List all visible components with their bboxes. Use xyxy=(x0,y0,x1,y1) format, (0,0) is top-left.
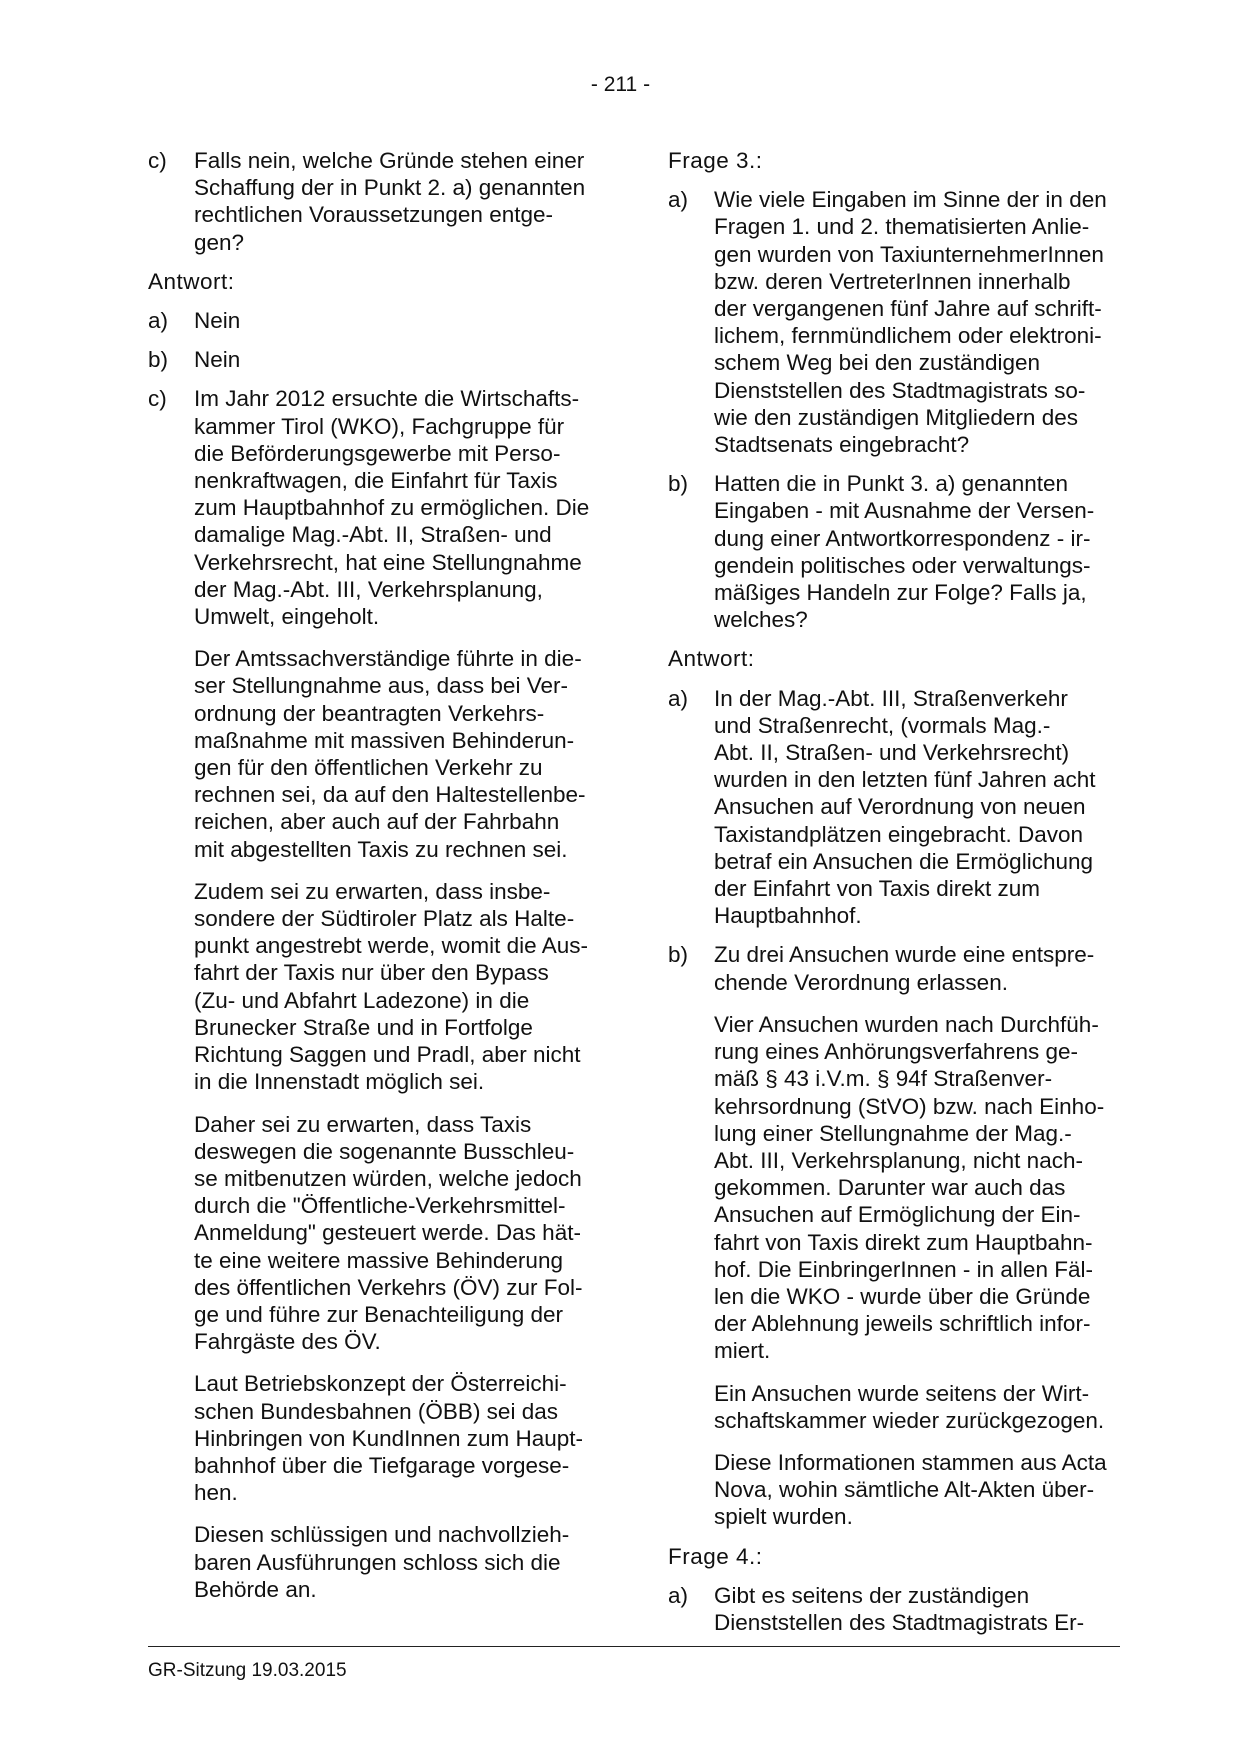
left-column xyxy=(148,147,608,1615)
frage-4-a xyxy=(668,1582,1128,1636)
paragraph: Der Amtssachverständige führte in die- ser Stellungnahme aus, dass bei Ver- ordnung der beantragten Verkehrs- maßnahme mit massiven Behinderun- gen für den öffentlichen Verkehr zu rechnen sei, da auf den Haltestellenbe- reichen, aber auch auf der Fahrbahn mit abgestellten Taxis zu rechnen sei. xyxy=(194,646,586,862)
paragraph: Diesen schlüssigen und nachvollzieh- baren Ausführungen schloss sich die Behörde an. xyxy=(194,1522,570,1602)
paragraph: Daher sei zu erwarten, dass Taxis deswegen die sogenannte Busschleu- se mitbenutzen würden, welche jedoch durch die "Öffentliche-Verkehrsmittel- Anmeldung" gesteuert werde. Das hät- te eine weitere massive Behinderung des öffentlichen Verkehrs (ÖV) zur Fol- ge und führe zur Benachteiligung der Fahrgäste des ÖV. xyxy=(194,1111,583,1355)
list-label: a) xyxy=(668,685,689,711)
paragraph: Laut Betriebskonzept der Österreichi- schen Bundesbahnen (ÖBB) sei das Hinbringen von KundInnen zum Haupt- bahnhof über die Tiefgarage vorgese- hen. xyxy=(194,1371,583,1506)
list-label: a) xyxy=(668,1582,689,1608)
frage-3-a xyxy=(668,186,1128,458)
paragraph: Ein Ansuchen wurde seitens der Wirt- schaftskammer wieder zurückgezogen. xyxy=(714,1380,1105,1433)
paragraph: Im Jahr 2012 ersuchte die Wirtschafts- kammer Tirol (WKO), Fachgruppe für die Beförderungsgewerbe mit Perso- nenkraftwagen, die Einfahrt für Taxis zum Hauptbahnhof zu ermöglichen. Die damalige Mag.-Abt. II, Straßen- und Verkehrsrecht, hat eine Stellungnahme der Mag.-Abt. III, Verkehrsplanung, Umwelt, eingeholt. xyxy=(194,386,590,630)
list-label: b) xyxy=(668,471,689,497)
footer-text: GR-Sitzung 19.03.2015 xyxy=(148,1660,347,1681)
paragraph: Nein xyxy=(194,308,241,334)
list-label: c) xyxy=(148,148,167,173)
answer-text xyxy=(194,307,608,334)
frage-3-heading: Frage 3.: xyxy=(668,148,763,173)
paragraph: Gibt es seitens der zuständigen Dienststellen des Stadtmagistrats Er- xyxy=(714,1582,1085,1635)
paragraph: In der Mag.-Abt. III, Straßenverkehr und Straßenrecht, (vormals Mag.- Abt. II, Straßen- und Verkehrsrecht) wurden in den letzten fünf Jahren acht Ansuchen auf Verordnung von neuen Taxistandplätzen eingebracht. Davon betraf ein Ansuchen die Ermöglichung der Einfahrt von Taxis direkt zum Hauptbahnhof. xyxy=(714,685,1096,929)
paragraph: Nein xyxy=(194,347,241,373)
answer-b xyxy=(148,346,608,373)
footer-divider xyxy=(148,1646,1120,1647)
answer-b xyxy=(668,941,1128,1530)
question-text xyxy=(714,1582,1128,1636)
list-label: a) xyxy=(668,187,689,213)
answer-text xyxy=(714,941,1128,1530)
answer-heading: Antwort: xyxy=(668,646,755,672)
frage-3-b xyxy=(668,470,1128,633)
list-label: a) xyxy=(148,308,169,334)
paragraph: Falls nein, welche Gründe stehen einer Schaffung der in Punkt 2. a) genannten rechtlichen Voraussetzungen entge- gen? xyxy=(194,148,586,255)
paragraph: Wie viele Eingaben im Sinne der in den Fragen 1. und 2. thematisierten Anlie- gen wurden von TaxiunternehmerInnen bzw. deren VertreterInnen innerhalb der vergangenen fünf Jahre auf schrift- lichem, fernmündlichem oder elektroni- schem Weg bei den zuständigen Dienststellen des Stadtmagistrats so- wie den zuständigen Mitgliedern des Stadtsenats eingebracht? xyxy=(714,187,1107,458)
question-c xyxy=(148,147,608,256)
answer-c xyxy=(148,385,608,1603)
list-label: b) xyxy=(668,942,689,968)
question-text xyxy=(714,470,1128,633)
paragraph: Zudem sei zu erwarten, dass insbe- sondere der Südtiroler Platz als Halte- punkt angestrebt werde, womit die Aus- fahrt der Taxis nur über den Bypass (Zu- und Abfahrt Ladezone) in die Brunecker Straße und in Fortfolge Richtung Saggen und Pradl, aber nicht in die Innenstadt möglich sei. xyxy=(194,878,588,1095)
list-label: c) xyxy=(148,386,167,412)
answer-a xyxy=(668,685,1128,930)
answer-a xyxy=(148,307,608,334)
answer-text xyxy=(194,385,608,1603)
question-text xyxy=(714,186,1128,458)
frage-4-heading: Frage 4.: xyxy=(668,1543,763,1569)
question-text xyxy=(194,147,608,256)
paragraph: Zu drei Ansuchen wurde eine entspre- chende Verordnung erlassen. xyxy=(714,942,1095,995)
paragraph: Vier Ansuchen wurden nach Durchfüh- rung eines Anhörungsverfahrens ge- mäß § 43 i.V.m. § 94f Straßenver- kehrsordnung (StVO) bzw. nach Einho- lung einer Stellungnahme der Mag.- Abt. III, Verkehrsplanung, nicht nach- gekommen. Darunter war auch das Ansuchen auf Ermöglichung der Ein- fahrt von Taxis direkt zum Hauptbahn- hof. Die EinbringerInnen - in allen Fäl- len die WKO - wurde über die Gründe der Ablehnung jeweils schriftlich infor- miert. xyxy=(714,1011,1105,1364)
right-column xyxy=(668,147,1128,1648)
answer-text xyxy=(194,346,608,373)
page-number: - 211 - xyxy=(590,73,651,96)
list-label: b) xyxy=(148,347,169,373)
answer-heading: Antwort: xyxy=(148,268,235,294)
paragraph: Hatten die in Punkt 3. a) genannten Eingaben - mit Ausnahme der Versen- dung einer Antwortkorrespondenz - ir- gendein politisches oder verwaltungs- mäßiges Handeln zur Folge? Falls ja, welches? xyxy=(714,471,1095,633)
paragraph: Diese Informationen stammen aus Acta Nova, wohin sämtliche Alt-Akten über- spielt wurden. xyxy=(714,1449,1107,1530)
answer-text xyxy=(714,685,1128,930)
